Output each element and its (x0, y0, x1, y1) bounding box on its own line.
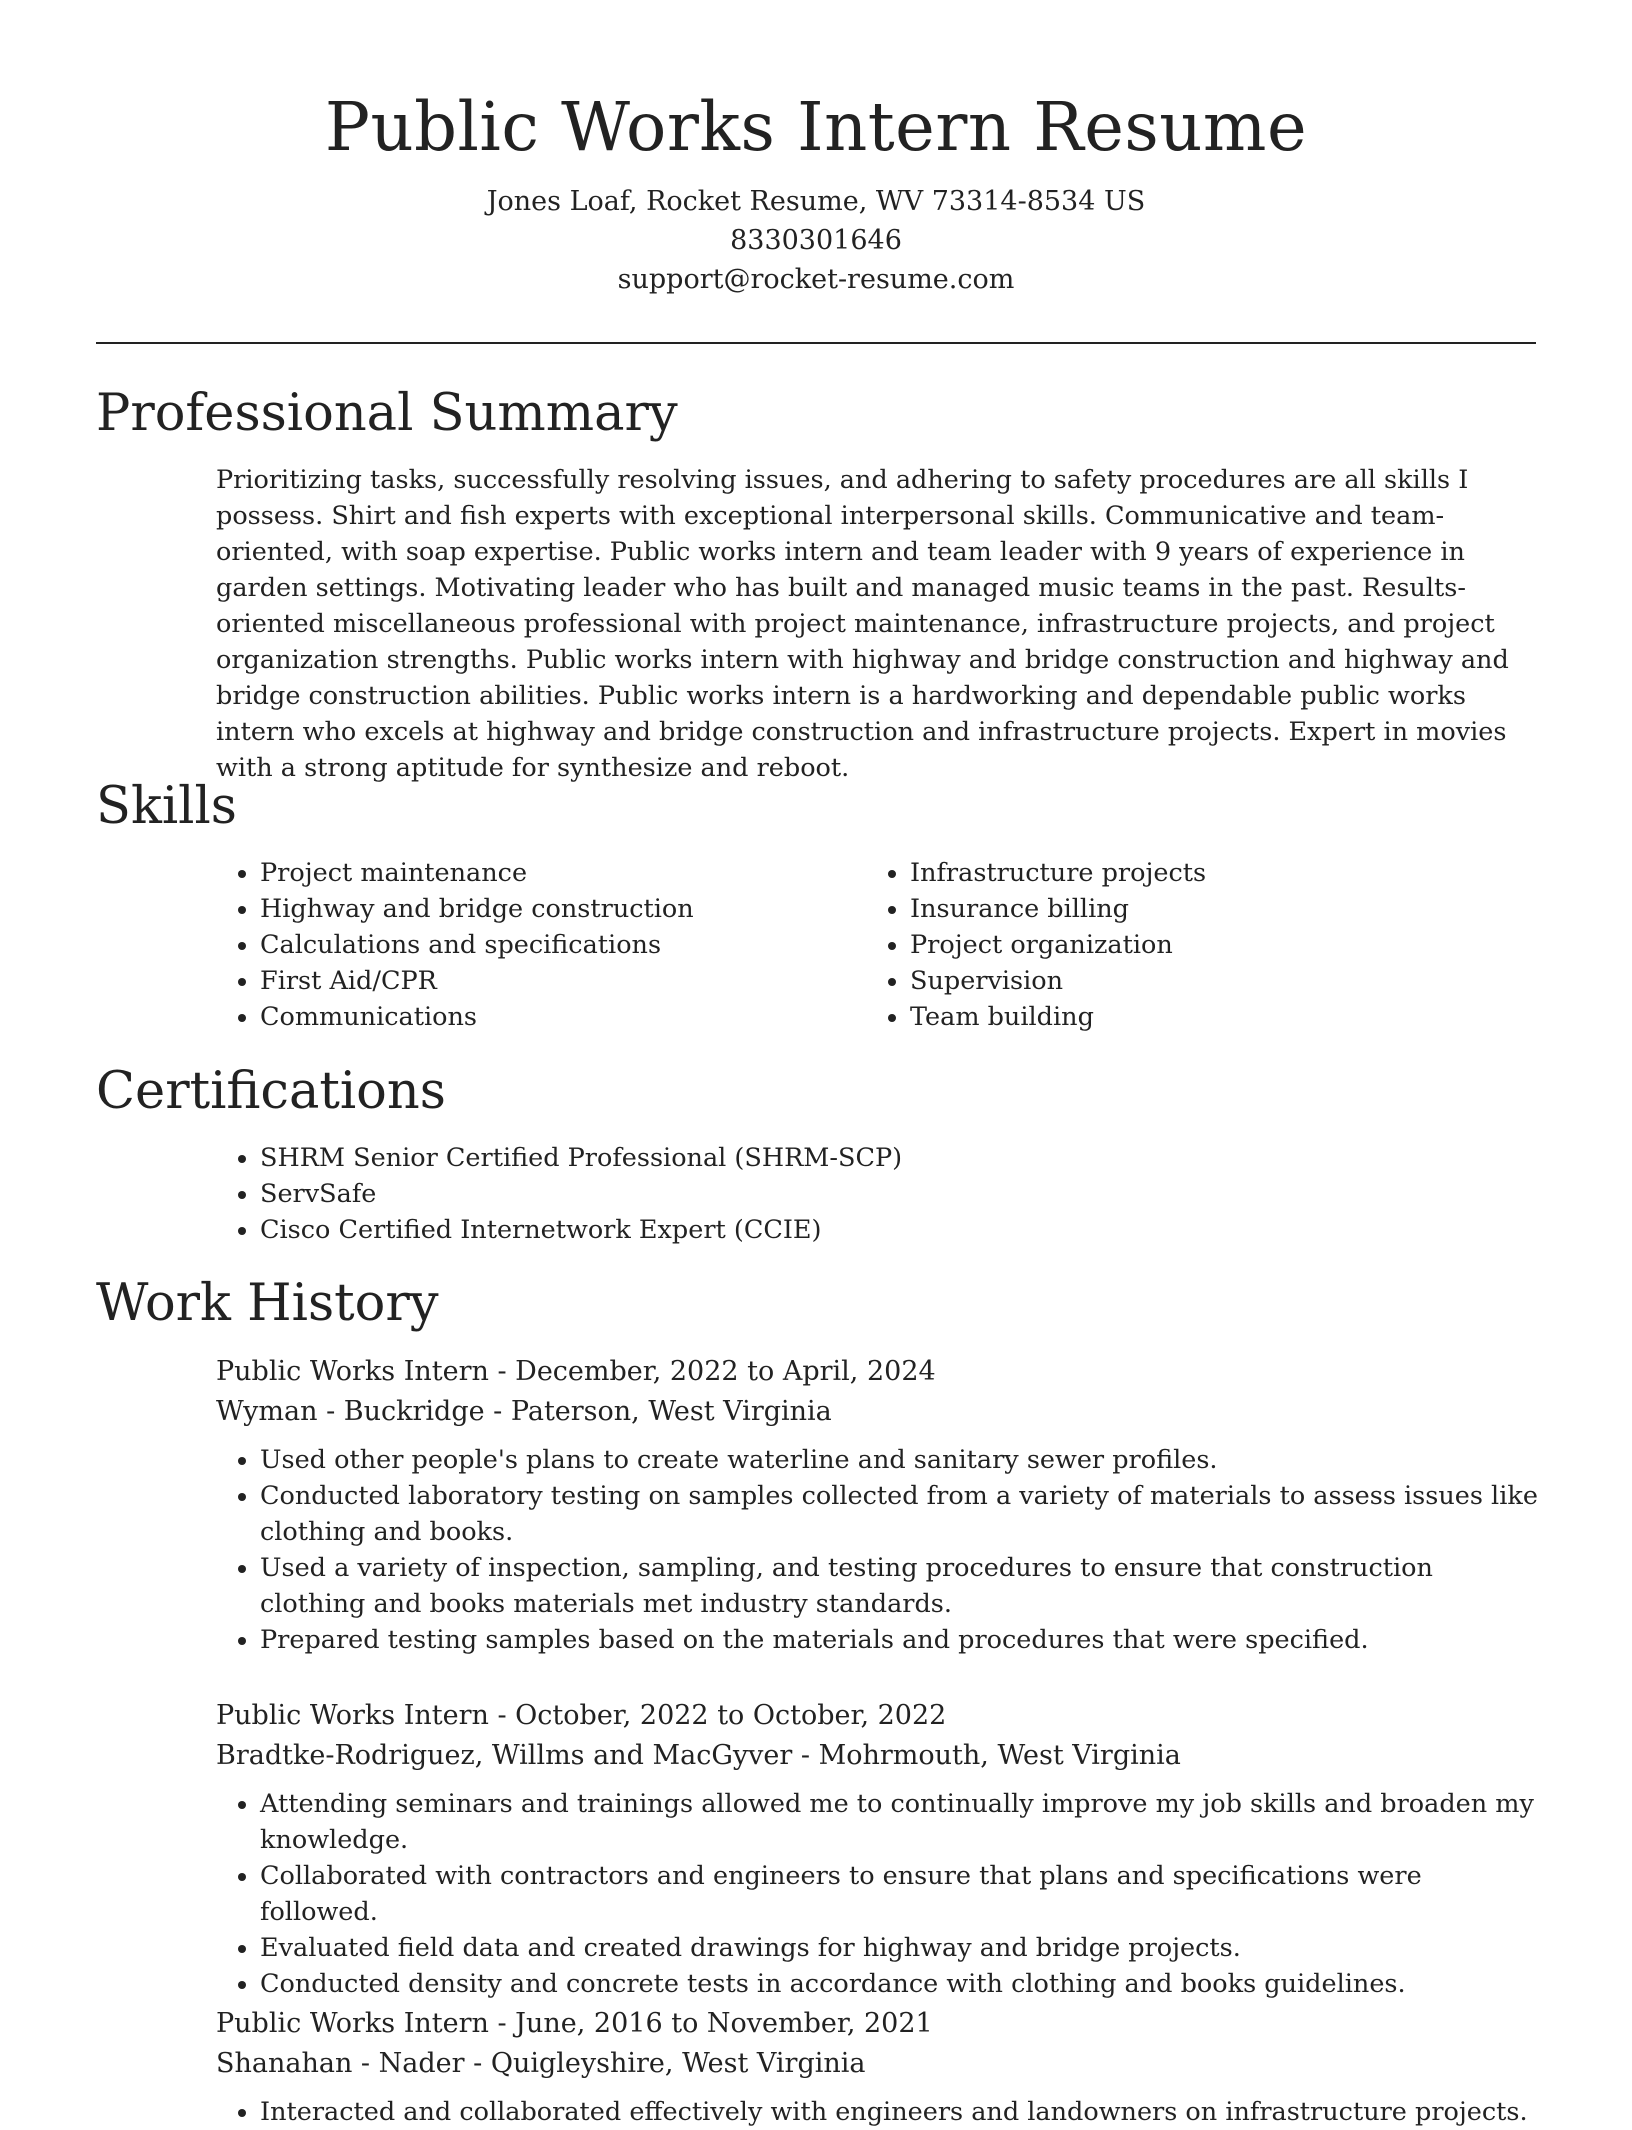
job-entry (216, 1352, 1546, 1658)
contact-phone: 8330301646 (730, 225, 902, 256)
list-item: • Interacted and collaborated effectively with engineers and landowners on infrastructure projects. (260, 2094, 1546, 2130)
list-item: • Conducted laboratory testing on samples collected from a variety of materials to assess issues like clothing and books. (260, 1478, 1546, 1550)
list-item: • Evaluated field data and created drawings for highway and bridge projects. (260, 1930, 1546, 1966)
list-item: • Team building (910, 999, 1526, 1035)
job-entry (216, 1696, 1546, 2002)
skills-list-left (216, 855, 856, 1035)
list-item: • Used a variety of inspection, sampling, and testing procedures to ensure that construction clothing and books materials met industry standards. (260, 1550, 1546, 1622)
contact-email[interactable]: support@rocket-resume.com (617, 264, 1015, 295)
job-company-line: Wyman - Buckridge - Paterson, West Virginia (216, 1396, 832, 1427)
skills-column-left (216, 855, 856, 1035)
skills-column-right (866, 855, 1526, 1035)
summary-text: Prioritizing tasks, successfully resolving issues, and adhering to safety procedures are all skills I possess. Shirt and fish experts with exceptional interpersonal skills. Communicative and team-oriented, with soap expertise. Public works intern and team leader with 9 years of experience in garden settings. Motivating leader who has built and managed music teams in the past. Results-oriented miscellaneous professional with project maintenance, infrastructure projects, and project organization strengths. Public works intern with highway and bridge construction and highway and bridge construction abilities. Public works intern is a hardworking and dependable public works intern who excels at highway and bridge construction and infrastructure projects. Expert in movies with a strong aptitude for synthesize and reboot. (216, 465, 1509, 783)
job-title: Public Works Intern (216, 1356, 489, 1387)
resume-header (0, 0, 1632, 299)
contact-address: Jones Loaf, Rocket Resume, WV 73314-8534 US (486, 186, 1146, 217)
job-company: Shanahan - Nader (216, 2048, 465, 2079)
job-title: Public Works Intern (216, 1700, 489, 1731)
job-company: Wyman - Buckridge (216, 1396, 485, 1427)
work-history-heading: Work History (96, 1274, 439, 1333)
list-item: • Infrastructure projects (910, 855, 1526, 891)
job-title-line: Public Works Intern - December, 2022 to April, 2024 (216, 1356, 936, 1387)
list-item: • Used other people's plans to create waterline and sanitary sewer profiles. (260, 1442, 1546, 1478)
job-bullets (216, 1786, 1546, 2002)
list-item: • ServSafe (260, 1176, 1536, 1212)
job-location: Mohrmouth, West Virginia (818, 1740, 1181, 1771)
skills-heading: Skills (96, 777, 237, 836)
job-dates: October, 2022 to October, 2022 (515, 1700, 947, 1731)
list-item: • Project organization (910, 927, 1526, 963)
list-item: • Attending seminars and trainings allowed me to continually improve my job skills and broaden my knowledge. (260, 1786, 1546, 1858)
job-dates: December, 2022 to April, 2024 (515, 1356, 936, 1387)
summary-heading: Professional Summary (96, 384, 678, 443)
list-item: • Prepared testing samples based on the materials and procedures that were specified. (260, 1622, 1546, 1658)
job-title: Public Works Intern (216, 2008, 489, 2039)
job-entry (216, 2004, 1546, 2130)
list-item: • Highway and bridge construction (260, 891, 856, 927)
resume-title: Public Works Intern Resume (324, 88, 1308, 166)
certifications-block (216, 1140, 1536, 1248)
job-bullets (216, 1442, 1546, 1658)
list-item: • Project maintenance (260, 855, 856, 891)
certifications-heading: Certifications (96, 1062, 446, 1121)
header-divider (96, 342, 1536, 344)
list-item: • Supervision (910, 963, 1526, 999)
contact-block (0, 182, 1632, 299)
list-item: • Calculations and specifications (260, 927, 856, 963)
job-title-line: Public Works Intern - October, 2022 to October, 2022 (216, 1700, 947, 1731)
job-location: Paterson, West Virginia (510, 1396, 832, 1427)
job-company-line: Bradtke-Rodriguez, Willms and MacGyver - Mohrmouth, West Virginia (216, 1740, 1181, 1771)
list-item: • First Aid/CPR (260, 963, 856, 999)
list-item: • Cisco Certified Internetwork Expert (CCIE) (260, 1212, 1536, 1248)
job-location: Quigleyshire, West Virginia (490, 2048, 866, 2079)
certifications-list (216, 1140, 1536, 1248)
list-item: • Collaborated with contractors and engineers to ensure that plans and specifications were followed. (260, 1858, 1546, 1930)
job-company-line: Shanahan - Nader - Quigleyshire, West Virginia (216, 2048, 866, 2079)
list-item: • Insurance billing (910, 891, 1526, 927)
job-title-line: Public Works Intern - June, 2016 to November, 2021 (216, 2008, 933, 2039)
job-dates: June, 2016 to November, 2021 (515, 2008, 933, 2039)
skills-list-right (866, 855, 1526, 1035)
list-item: • Communications (260, 999, 856, 1035)
job-bullets (216, 2094, 1546, 2130)
list-item: • Conducted density and concrete tests in accordance with clothing and books guidelines. (260, 1966, 1546, 2002)
list-item: • SHRM Senior Certified Professional (SHRM-SCP) (260, 1140, 1536, 1176)
job-company: Bradtke-Rodriguez, Willms and MacGyver (216, 1740, 793, 1771)
